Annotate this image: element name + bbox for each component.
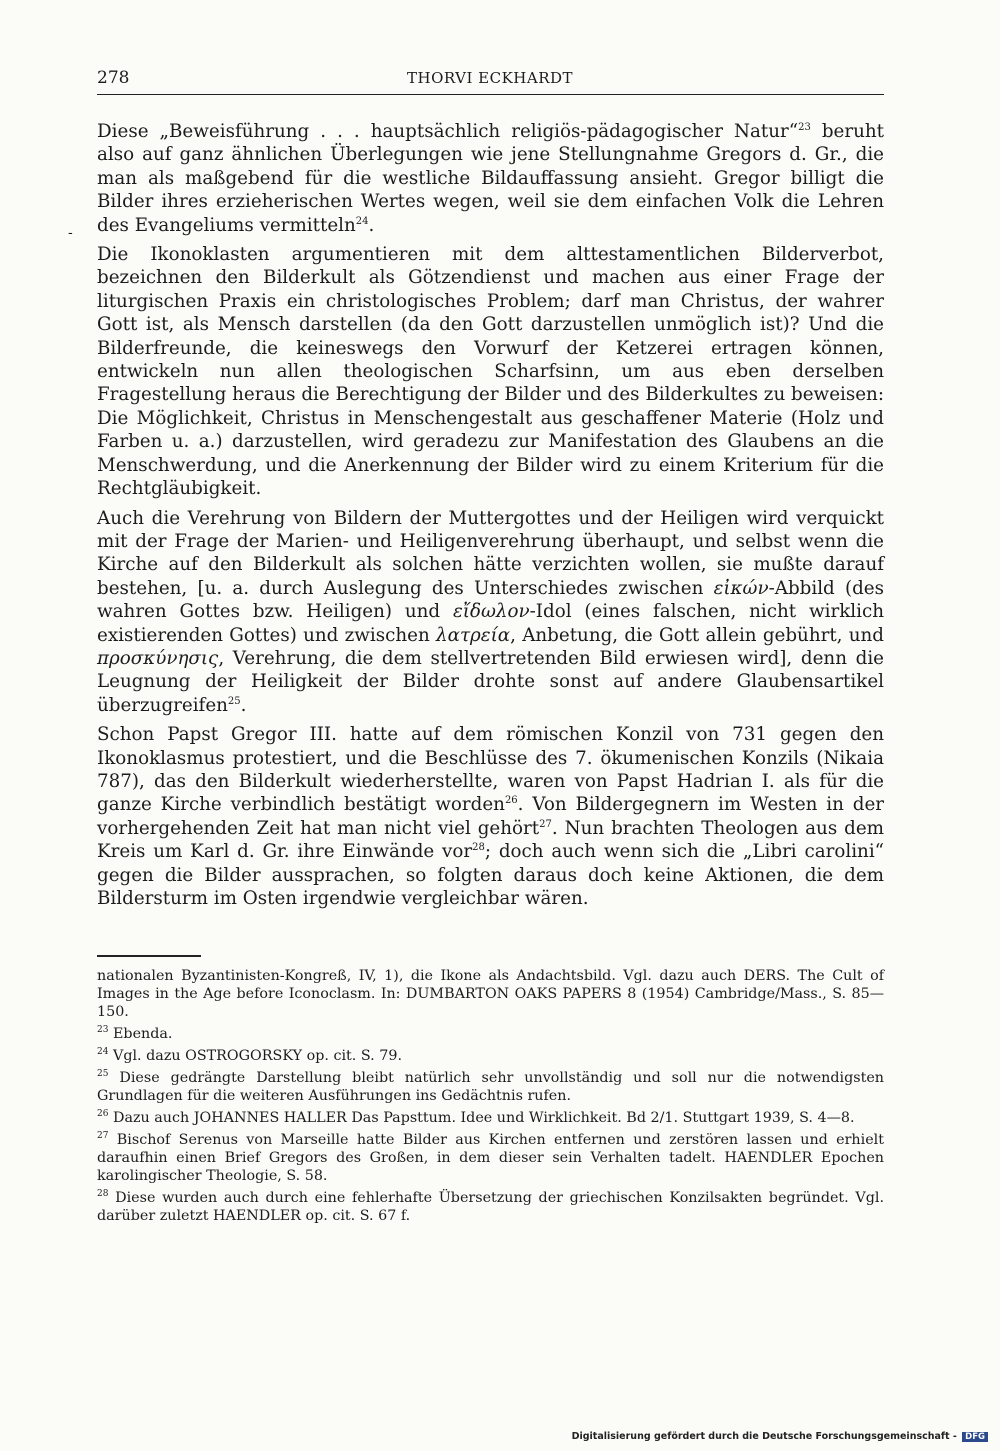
text-run: , Verehrung, die dem stellvertretenden Bild erwiesen wird], denn die Leugnung der Heiligkeit der Bilder drohte sonst auf andere Glaubensartikel überzugreifen [97,647,884,716]
digitization-notice-text: Digitalisierung gefördert durch die Deutsche Forschungsgemeinschaft - [571,1431,957,1442]
text-run: . [240,694,247,716]
greek-term: εἴδωλον [452,601,530,623]
footnote-rule [97,955,201,957]
footnote-text: Ebenda. [113,1026,173,1042]
greek-term: προσκύνησις [97,647,219,669]
main-text [97,120,884,916]
text-run: . Von Bildergegnern im Westen in der vorhergehenden Zeit hat man nicht viel gehört [97,794,885,839]
digitization-notice [572,1431,988,1442]
footnote-number: 28 [97,1189,109,1200]
margin-mark: - [68,225,73,241]
text-run: Die Ikonoklasten argumentieren mit dem alttestamentlichen Bilderverbot, bezeichnen den Bilderkult als Götzendienst und machen aus einer Frage der liturgischen Praxis ein christologisches Problem; darf man Christus, der wahrer Gott ist, als Mensch darstellen (da den Gott darzustellen unmöglich ist)? Und die Bilderfreunde, die keineswegs den Vorwurf der Ketzerei ertragen können, entwickeln nun allen theologischen Scharfsinn, um aus eben derselben Fragestellung heraus die Berechtigung der Bilder und des Bilderkultes zu beweisen: Die Möglichkeit, Christus in Menschengestalt aus geschaffener Materie (Holz und Farben u. a.) darzustellen, wird geradezu zur Manifestation des Glaubens an die Menschwerdung, und die Anerkennung der Bilder wird zu einem Kriterium für die Rechtgläubigkeit. [97,244,884,500]
body-paragraph [97,723,884,910]
page-header [97,66,884,95]
body-paragraph [97,507,884,718]
footnote [97,967,884,1021]
text-run: , Anbetung, die Gott allein gebührt, und [510,624,884,646]
text-run: -Abbild (des wahren Gottes bzw. Heiligen) und [97,577,884,623]
footnote-ref: 24 [355,215,369,227]
footnote-number: 26 [97,1109,109,1120]
running-head: THORVI ECKHARDT [407,69,574,87]
footnote-text: nationalen Byzantinisten-Kongreß, IV, 1), die Ikone als Andachtsbild. Vgl. dazu auch DERS. The Cult of Images in the Age before Iconoclasm. In: DUMBARTON OAKS PAPERS 8 (1954) Cambridge/Mass., S. 85—150. [97,968,884,1020]
footnote [97,1131,884,1185]
greek-term: εἰκών [713,577,769,599]
text-run: . Nun brachten Theologen aus dem Kreis um Karl d. Gr. ihre Einwände vor [97,817,885,863]
text-run: beruht also auf ganz ähnlichen Überlegungen wie jene Stellungnahme Gregors d. Gr., die man als maßgebend für die westliche Bildauffassung ansieht. Gregor billigt die Bilder ihres erzieherischen Wertes wegen, weil sie dem einfachen Volk die Lehren des Evangeliums vermitteln [97,121,885,236]
body-paragraph [97,243,884,500]
footnote [97,1025,884,1043]
text-run: ; doch auch wenn sich die „Libri carolini“ gegen die Bilder aussprachen, so folgten daraus doch keine Aktionen, die dem Bildersturm im Osten irgendwie vergleichbar wären. [97,841,885,909]
footnote [97,1109,884,1127]
footnote-ref: 27 [539,818,552,830]
footnote-text: Bischof Serenus von Marseille hatte Bilder aus Kirchen entfernen und zerstören lassen und erhielt daraufhin einen Brief Gregors des Großen, in dem dieser sein Verhalten tadelt. HAENDLER Epochen karolingischer Theologie, S. 58. [97,1132,884,1184]
footnote-text: Diese wurden auch durch eine fehlerhafte Übersetzung der griechischen Konzilsakten begründet. Vgl. darüber zuletzt HAENDLER op. cit. S. 67 f. [97,1190,884,1224]
footnote-text: Diese gedrängte Darstellung bleibt natürlich sehr unvollständig und soll nur die notwendigsten Grundlagen für die weiteren Ausführungen ins Gedächtnis rufen. [97,1070,885,1104]
text-run: . [368,214,375,236]
footnote-ref: 23 [798,121,811,133]
footnote-text: Dazu auch JOHANNES HALLER Das Papsttum. Idee und Wirklichkeit. Bd 2/1. Stuttgart 1939, S. 4—8. [113,1110,855,1126]
footnote-text: Vgl. dazu OSTROGORSKY op. cit. S. 79. [113,1048,402,1064]
footnotes [97,967,884,1229]
dfg-logo: DFG [962,1432,988,1442]
footnote [97,1069,884,1105]
text-run: Auch die Verehrung von Bildern der Muttergottes und der Heiligen wird verquickt mit der Frage der Marien- und Heiligenverehrung überhaupt, und selbst wenn die Kirche auf den Bilderkult als solchen hätte verzichten wollen, sie mußte darauf bestehen, [u. a. durch Auslegung des Unterschiedes zwischen [97,507,884,599]
footnote [97,1189,884,1225]
page-number: 278 [97,68,130,88]
body-paragraph [97,120,884,237]
footnote-ref: 25 [227,695,241,707]
footnote-number: 25 [97,1069,109,1080]
greek-term: λατρεία [436,624,511,646]
footnote-number: 23 [97,1025,109,1036]
text-run: -Idol (eines falschen, nicht wirklich existierenden Gottes) und zwischen [97,601,884,646]
text-run: Schon Papst Gregor III. hatte auf dem römischen Konzil von 731 gegen den Ikonoklasmus protestiert, und die Beschlüsse des 7. ökumenischen Konzils (Nikaia 787), das den Bilderkult wiederherstellte, waren von Papst Hadrian I. als für die ganze Kirche verbindlich bestätigt worden [97,724,884,816]
footnote-number: 27 [97,1131,109,1142]
footnote-ref: 28 [472,842,485,854]
footnote-ref: 26 [504,795,518,807]
footnote-number: 24 [97,1047,109,1058]
footnote [97,1047,884,1065]
text-run: Diese „Beweisführung . . . hauptsächlich religiös-pädagogischer Natur“ [97,121,799,142]
